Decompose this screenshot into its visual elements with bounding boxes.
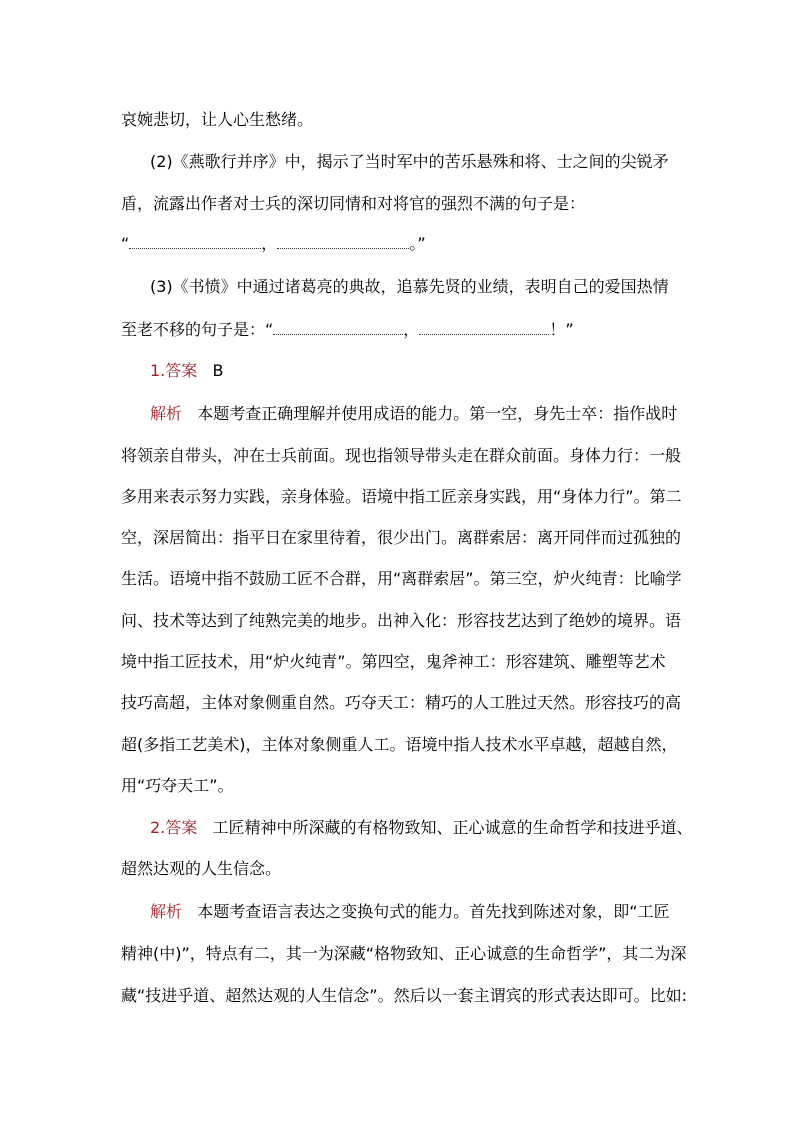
- question-2-line: (2)《燕歌行并序》中，揭示了当时军中的苦乐悬殊和将、士之间的尖锐矛: [150, 152, 669, 171]
- question-3-line: (3)《书愤》中通过诸葛亮的典故，追慕先贤的业绩，表明自己的爱国热情: [150, 277, 669, 296]
- analysis-text: 本题考查语言表达之变换句式的能力。首先找到陈述对象，即“工匠: [197, 902, 670, 921]
- text-line: 藏“技进乎道、超然达观的人生信念”。然后以一套主谓宾的形式表达即可。比如:: [121, 986, 687, 1005]
- text-line: 生活。语境中指不鼓励工匠不合群，用“离群索居”。第三空，炉火纯青：比喻学: [121, 569, 682, 588]
- comma: ，: [261, 234, 278, 253]
- answer-label: 1.答案: [150, 361, 198, 380]
- answer-1-line: [150, 361, 224, 381]
- quote-close: ！”: [549, 320, 574, 339]
- answer-blank: [419, 322, 549, 335]
- quote-open: “: [121, 234, 130, 253]
- text-line: 超然达观的人生信念。: [121, 859, 282, 878]
- answer-text: B: [212, 361, 224, 380]
- analysis-label: 解析: [150, 902, 183, 921]
- text-line: 技巧高超，主体对象侧重自然。巧夺天工：精巧的人工胜过天然。形容技巧的高: [121, 693, 682, 712]
- analysis-2-line: [150, 902, 670, 922]
- quote-close: 。”: [409, 234, 426, 253]
- answer-blank: [277, 236, 409, 249]
- text-line: 盾，流露出作者对士兵的深切同情和对将官的强烈不满的句子是：: [121, 194, 586, 213]
- text-line: 多用来表示努力实践，亲身体验。语境中指工匠亲身实践，用“身体力行”。第二: [121, 487, 682, 506]
- comma: ，: [403, 320, 420, 339]
- answer-text: 工匠精神中所深藏的有格物致知、正心诚意的生命哲学和技进乎道、: [212, 818, 693, 837]
- text-line: 境中指工匠技术，用“炉火纯青”。第四空，鬼斧神工：形容建筑、雕塑等艺术: [121, 652, 666, 671]
- text-line: 哀婉悲切，让人心生愁绪。: [121, 110, 314, 129]
- answer-label: 2.答案: [150, 818, 198, 837]
- fill-blank-line: [121, 234, 426, 254]
- fill-blank-line: [121, 320, 574, 340]
- answer-blank: [273, 322, 403, 335]
- analysis-1-line: [150, 404, 677, 424]
- text-line: 问、技术等达到了纯熟完美的地步。出神入化：形容技艺达到了绝妙的境界。语: [121, 611, 682, 630]
- text-line: 将领亲自带头，冲在士兵前面。现也指领导带头走在群众前面。身体力行：一般: [121, 446, 682, 465]
- text-line: 用“巧夺天工”。: [121, 776, 234, 795]
- answer-2-line: [150, 818, 693, 838]
- text-line: 超(多指工艺美术)，主体对象侧重人工。语境中指人技术水平卓越，超越自然，: [121, 735, 678, 754]
- analysis-text: 本题考查正确理解并使用成语的能力。第一空，身先士卒：指作战时: [197, 404, 678, 423]
- answer-blank: [129, 236, 261, 249]
- text-line: 空，深居简出：指平日在家里待着，很少出门。离群索居：离开同伴而过孤独的: [121, 528, 682, 547]
- text-line: 精神(中)”，特点有二，其一为深藏“格物致知、正心诚意的生命哲学”，其二为深: [121, 944, 687, 963]
- text-prefix: 至老不移的句子是：“: [121, 320, 274, 339]
- analysis-label: 解析: [150, 404, 183, 423]
